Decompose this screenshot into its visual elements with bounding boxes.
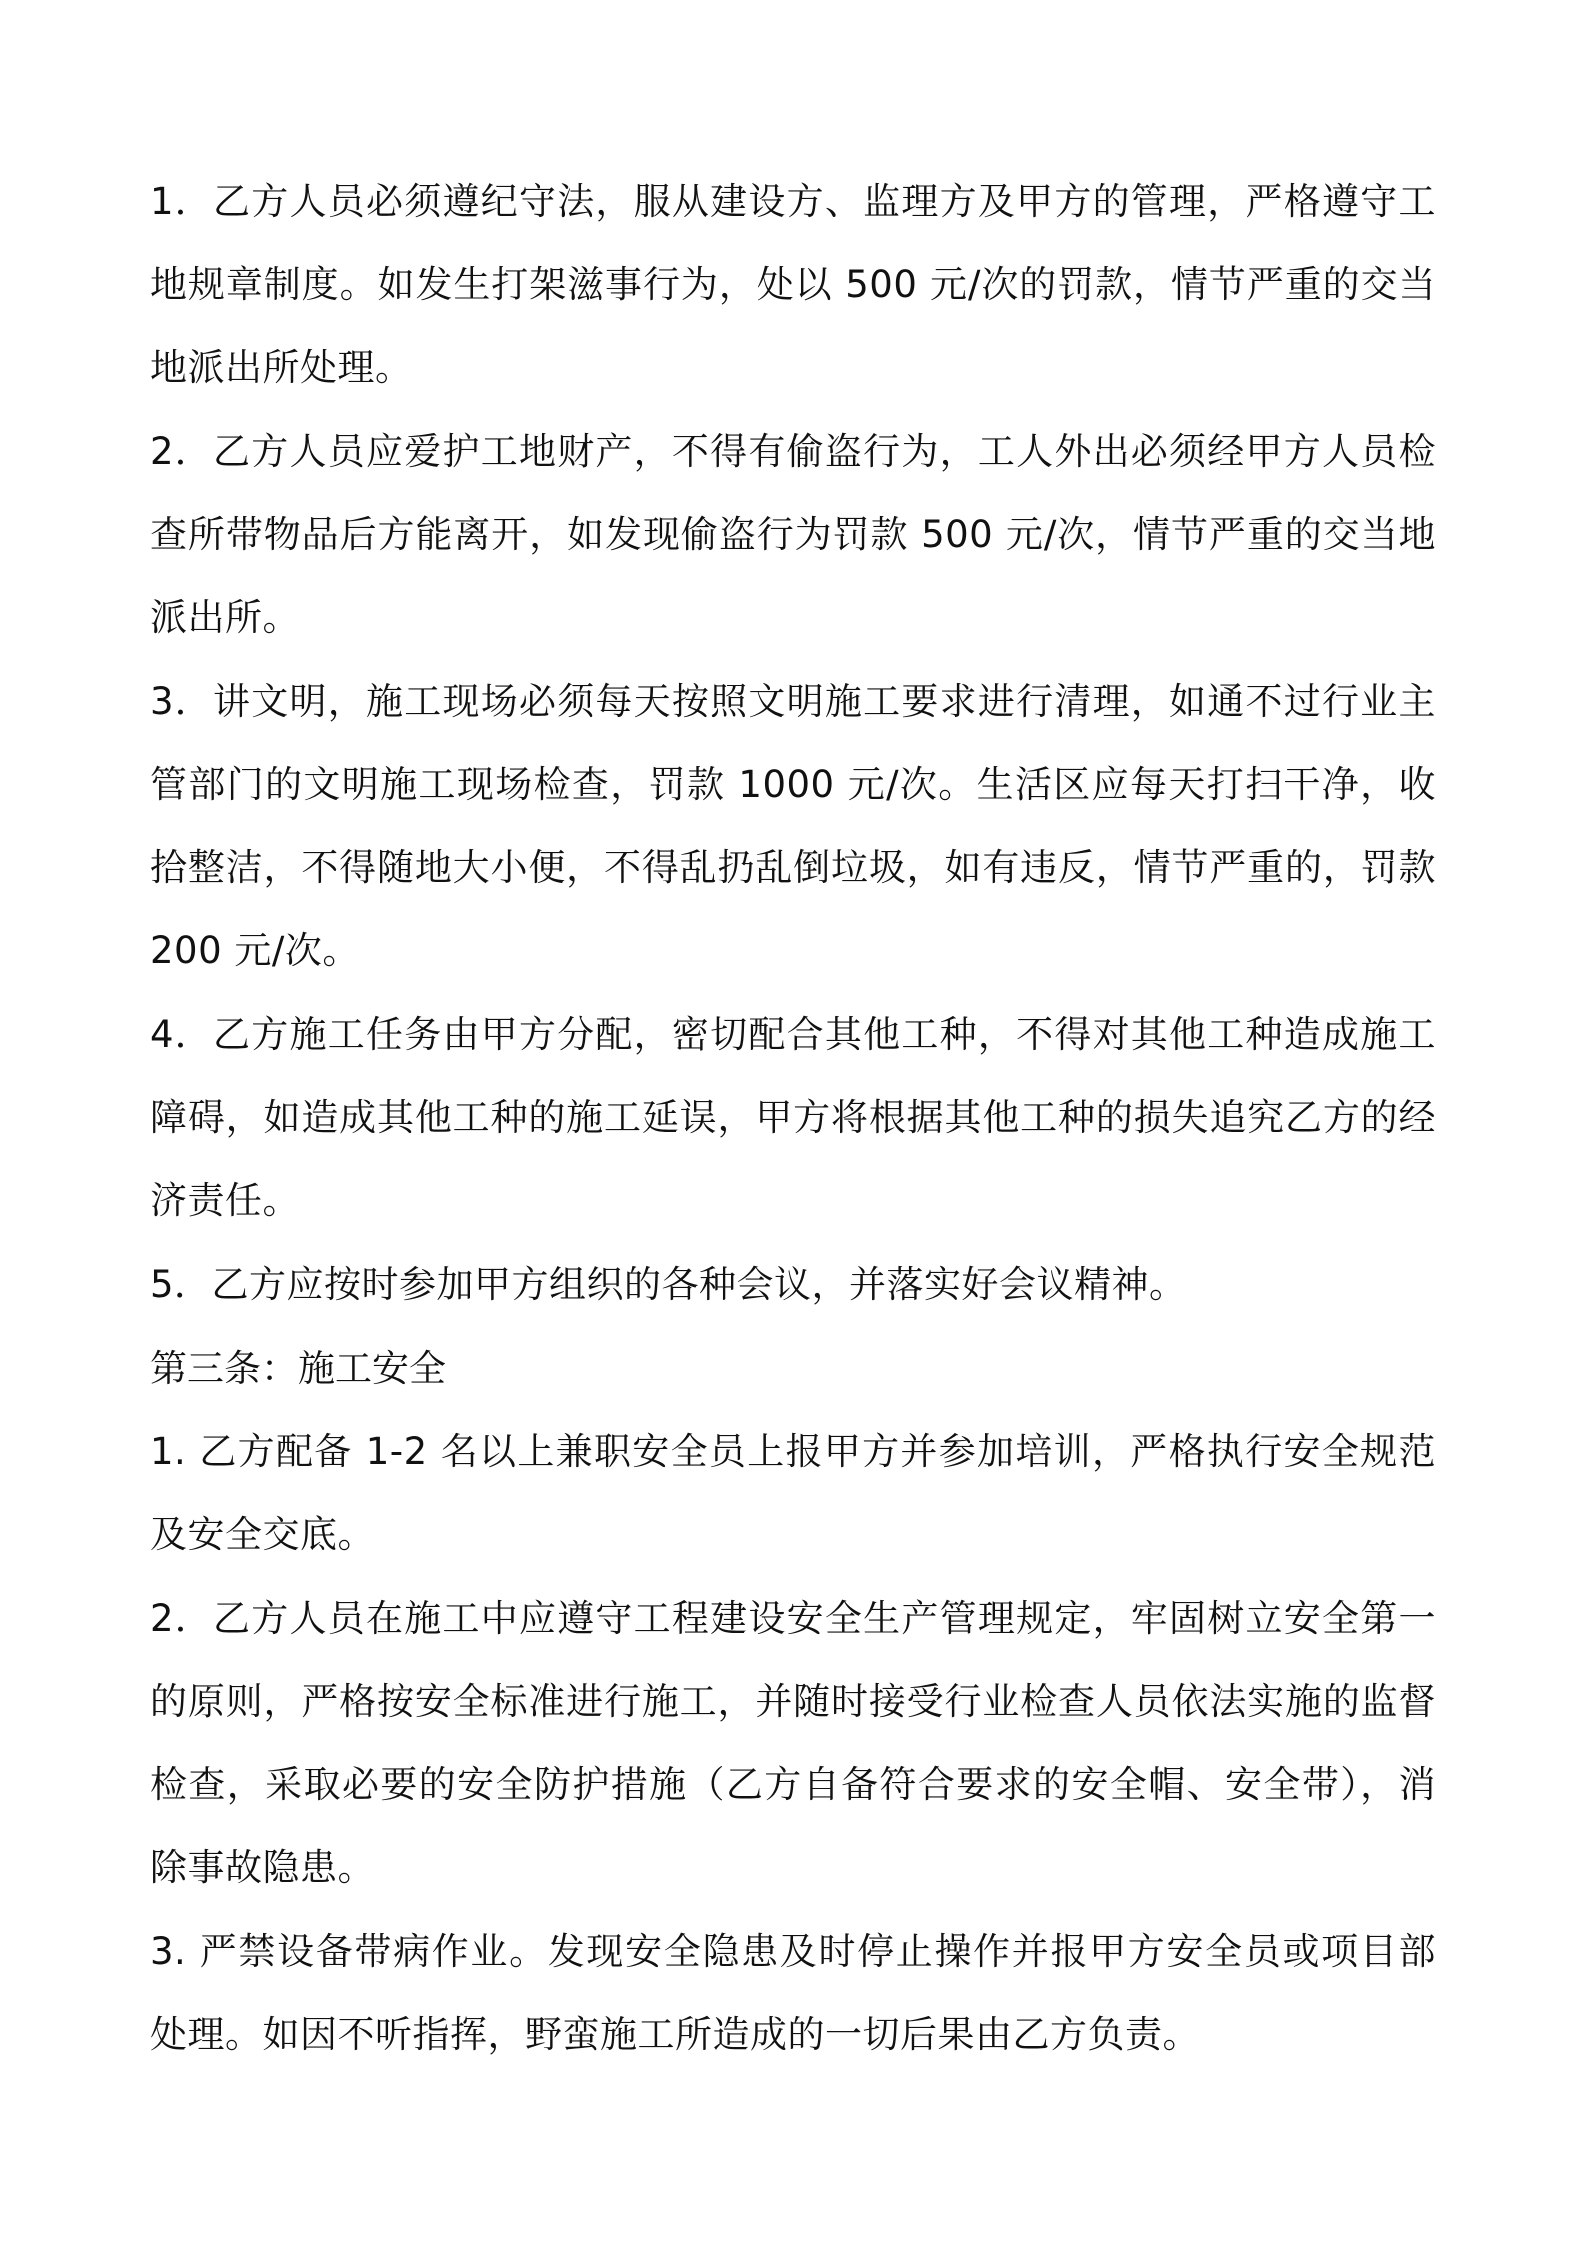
clause-2-5: 5．乙方应按时参加甲方组织的各种会议，并落实好会议精神。: [150, 1263, 1187, 1306]
section-3-title: 第三条：施工安全: [150, 1347, 446, 1390]
clause-2-1: 1．乙方人员必须遵纪守法，服从建设方、监理方及甲方的管理，严格遵守工地规章制度。如发生打架滋事行为，处以 500 元/次的罚款，情节严重的交当地派出所处理。: [150, 180, 1436, 389]
clause-3-1: 1. 乙方配备 1-2 名以上兼职安全员上报甲方并参加培训，严格执行安全规范及安全交底。: [150, 1430, 1436, 1556]
clause-2-3: 3．讲文明，施工现场必须每天按照文明施工要求进行清理，如通不过行业主管部门的文明施工现场检查，罚款 1000 元/次。生活区应每天打扫干净，收拾整洁，不得随地大小便，不得乱扔乱倒垃圾，如有违反，情节严重的，罚款 200 元/次。: [150, 680, 1436, 972]
clause-2-2: 2．乙方人员应爱护工地财产，不得有偷盗行为，工人外出必须经甲方人员检查所带物品后方能离开，如发现偷盗行为罚款 500 元/次，情节严重的交当地派出所。: [150, 430, 1436, 639]
clause-2-4: 4．乙方施工任务由甲方分配，密切配合其他工种，不得对其他工种造成施工障碍，如造成其他工种的施工延误，甲方将根据其他工种的损失追究乙方的经济责任。: [150, 1013, 1436, 1222]
clause-3-3: 3. 严禁设备带病作业。发现安全隐患及时停止操作并报甲方安全员或项目部处理。如因不听指挥，野蛮施工所造成的一切后果由乙方负责。: [150, 1930, 1436, 2056]
clause-3-2: 2．乙方人员在施工中应遵守工程建设安全生产管理规定，牢固树立安全第一的原则，严格按安全标准进行施工，并随时接受行业检查人员依法实施的监督检查，采取必要的安全防护措施（乙方自备符合要求的安全帽、安全带），消除事故隐患。: [150, 1597, 1436, 1889]
